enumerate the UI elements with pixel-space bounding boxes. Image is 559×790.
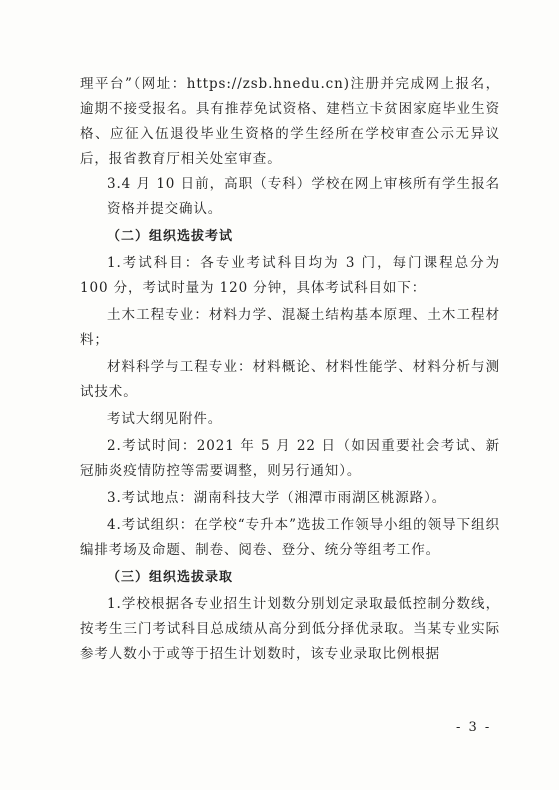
paragraph-exam-organization: 4.考试组织：在学校“专升本”选拔工作领导小组的领导下组织编排考场及命题、制卷、阅卷、登分、统分等组考工作。 xyxy=(80,517,500,558)
paragraph-review-deadline: 3.4 月 10 日前，高职（专科）学校在网上审核所有学生报名资格并提交确认。 xyxy=(107,176,500,217)
document-body xyxy=(80,72,500,667)
paragraph-materials-science: 材料科学与工程专业：材料概论、材料性能学、材料分析与测试技术。 xyxy=(80,359,500,400)
section-heading-admission: （三）组织选拔录取 xyxy=(107,570,234,585)
paragraph-exam-time: 2.考试时间：2021 年 5 月 22 日（如因重要社会考试、新冠肺炎疫情防控等需要调整，则另行通知）。 xyxy=(80,438,500,479)
paragraph-civil-engineering: 土木工程专业：材料力学、混凝土结构基本原理、土木工程材料； xyxy=(80,307,500,348)
section-heading-exam: （二）组织选拔考试 xyxy=(107,229,234,244)
page-number: - 3 - xyxy=(456,720,492,735)
paragraph-registration: 理平台”（网址：https://zsb.hnedu.cn)注册并完成网上报名，逾期不接受报名。具有推荐免试资格、建档立卡贫困家庭毕业生资格、应征入伍退役毕业生资格的学生经所在学校审查公示无异议后，报省教育厅相关处室审查。 xyxy=(80,76,500,167)
paragraph-syllabus: 考试大纲见附件。 xyxy=(107,411,223,427)
paragraph-exam-subjects: 1.考试科目：各专业考试科目均为 3 门，每门课程总分为 100 分，考试时量为 120 分钟，具体考试科目如下： xyxy=(80,255,500,296)
paragraph-admission-rules: 1.学校根据各专业招生计划数分别划定录取最低控制分数线，按考生三门考试科目总成绩从高分到低分择优录取。当某专业实际参考人数小于或等于招生计划数时，该专业录取比例根据 xyxy=(80,596,500,662)
paragraph-exam-location: 3.考试地点：湖南科技大学（湘潭市雨湖区桃源路）。 xyxy=(107,490,447,506)
